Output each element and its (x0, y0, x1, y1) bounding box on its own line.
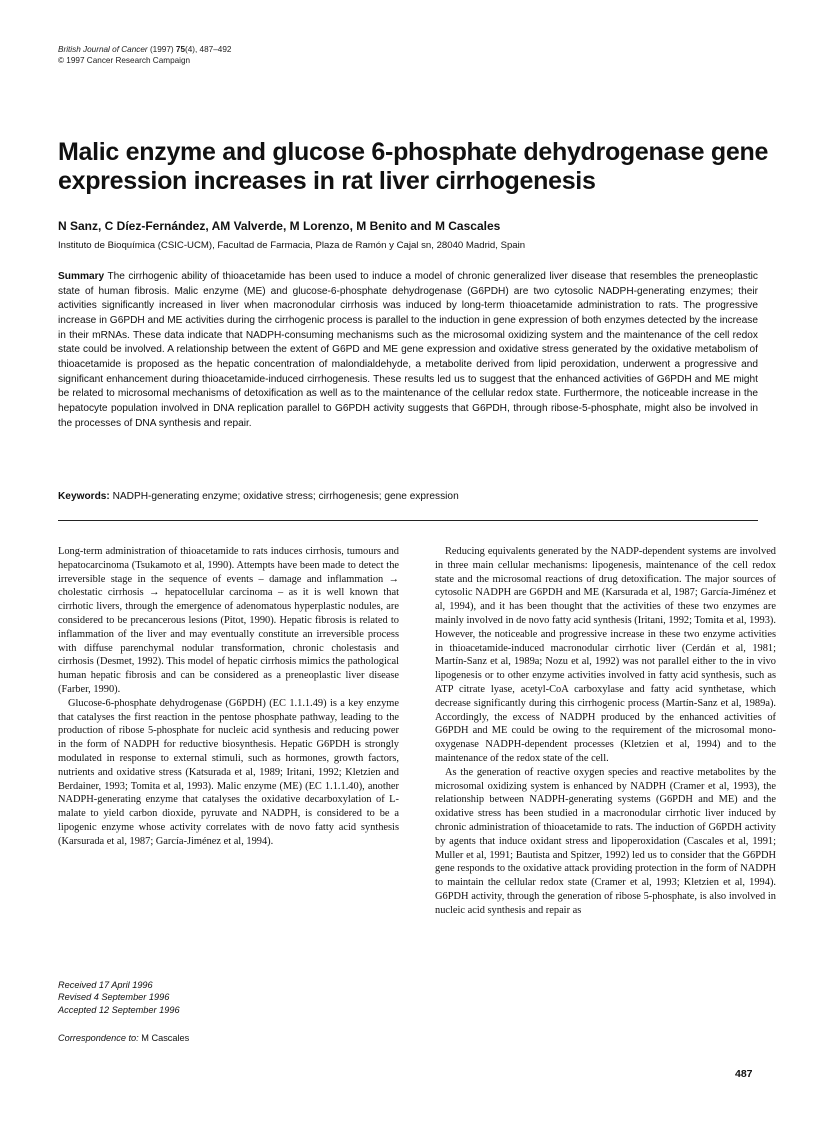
journal-name: British Journal of Cancer (58, 45, 148, 54)
affiliation: Instituto de Bioquímica (CSIC-UCM), Facultad de Farmacia, Plaza de Ramón y Cajal sn, 28040 Madrid, Spain (58, 240, 526, 251)
copyright-line: © 1997 Cancer Research Campaign (58, 56, 191, 65)
keywords-label: Keywords: (58, 491, 110, 502)
body-paragraph: Reducing equivalents generated by the NADP-dependent systems are involved in three main cellular mechanisms: lipogenesis, maintenance of the cell redox state and the microsomal reactions of drug detoxification. The major sources of cytosolic NADPH are G6PDH and ME (Karsurada et al, 1987; García-Jiménez et al, 1994), and it has been thought that the activities of these two enzymes are mainly involved in de novo fatty acid synthesis (Iritani, 1992; Tomita et al, 1993). However, the noticeable and progressive increase in these two enzyme activities in thioacetamide-induced macronodular cirrhotic liver (Cerdán et al, 1981; Martín-Sanz et al, 1989a; Nozu et al, 1992) was not parallel either to the in vivo lipogenesis or to other enzyme activities involved in fatty acid synthesis, such as ATP citrate lyase, acetyl-CoA carboxylase and fatty acid synthetase, which decrease significantly during this cirrhogenic process (Martín-Sanz et al, 1989a). Accordingly, the excess of NADPH produced by the enhanced activities of G6PDH and ME could be owing to the requirement of the microsomal mono-oxygenase NADPH-dependent processes (Kletzien et al, 1994) and to the maintenance of the redox state of the cell. (435, 546, 776, 764)
summary-paragraph (58, 270, 758, 431)
body-column-right (435, 545, 776, 918)
correspondence-name: M Cascales (141, 1033, 190, 1043)
article-dates (58, 979, 180, 1016)
author-list: N Sanz, C Díez-Fernández, AM Valverde, M Lorenzo, M Benito and M Cascales (58, 219, 501, 233)
journal-year: (1997) (149, 45, 174, 54)
summary-label: Summary (58, 271, 105, 282)
journal-header (58, 44, 231, 66)
summary-text: The cirrhogenic ability of thioacetamide has been used to induce a model of chronic generalized liver disease that resembles the preneoplastic state of human fibrosis. Malic enzyme (ME) and glucose-6-phosphate dehydrogenase (G6PDH) are two cytosolic NADPH-generating enzymes; their activities significantly increased in liver when macronodular cirrhosis was induced by long-term thioacetamide administration to rats. The progressive increase in G6PDH and ME activities during the cirrhogenic process is parallel to the induction in gene expression of both enzymes detected by the increase in their mRNAs. These data indicate that NADPH-consuming mechanisms such as the microsomal oxidizing system and the maintenance of the cell redox state could be involved. A relationship between the extent of G6PD and ME gene expression and oxidative stress generated by the oxidative metabolism of thioacetamide is proposed as the hepatic concentration of malondialdehyde, a metabolite derived from lipid peroxidation, underwent a progressive and significant enhancement during thioacetamide-induced cirrhogenesis. These results led us to suggest that the enhanced activities of G6PDH and ME might be related to microsomal mechanisms of detoxification as well as to the maintenance of the cellular redox state. Furthermore, the noticeable increase in the hepatocyte population involved in DNA replication parallel to G6PDH activity suggests that G6PDH, through ribose-5-phosphate, might also be involved in the processes of DNA synthesis and repair. (58, 271, 758, 429)
received-date: Received 17 April 1996 (58, 980, 153, 990)
accepted-date: Accepted 12 September 1996 (58, 1004, 180, 1015)
keywords-line (58, 490, 758, 504)
citation-line (58, 44, 231, 55)
correspondence (58, 1032, 189, 1044)
article-title: Malic enzyme and glucose 6-phosphate dehydrogenase gene expression increases in rat liver cirrhogenesis (58, 138, 769, 195)
correspondence-label: Correspondence to: (58, 1033, 139, 1043)
page-number: 487 (735, 1068, 753, 1080)
journal-issue-pages: (4), 487–492 (185, 45, 232, 54)
revised-date: Revised 4 September 1996 (58, 992, 170, 1003)
body-paragraph: As the generation of reactive oxygen species and reactive metabolites by the microsomal oxidizing system is enhanced by NADPH (Cramer et al, 1993), the relationship between NADPH-generating systems (G6PDH and ME) and the oxidative stress has been studied in a macronodular cirrhotic liver induced by chronic administration of thioacetamide to rats. The induction of G6PDH activity by agents that induce oxidant stress and lipoperoxidation (Cascales et al, 1991; Muller et al, 1991; Bautista and Spitzer, 1992) led us to consider that the G6PDH gene responds to the oxidative attack providing protection in the form of NADPH to maintain the cellular redox state (Cramer et al, 1993; Kletzien et al, 1994). G6PDH activity, through the generation of ribose 5-phosphate, is also involved in nucleic acid synthesis and repair as (435, 766, 776, 916)
keywords-text: NADPH-generating enzyme; oxidative stress; cirrhogenesis; gene expression (112, 491, 459, 502)
body-paragraph: Long-term administration of thioacetamide to rats induces cirrhosis, tumours and hepatocarcinoma (Tsukamoto et al, 1990). Attempts have been made to detect the irreversible stage in the sequence of events – damage and inflammation → cholestatic cirrhosis → hepatocellular carcinoma – as it is well known that cirrhotic livers, through the emergence of adenomatous hyperplastic nodules, are considered to be precancerous lesions (Pitot, 1990). Hepatic fibrosis is related to inflammation of the liver and may eventually constitute an irreversible process with diffuse parenchymal nodular transformation, chronic cholestasis and cirrhosis (Desmet, 1992). This model of hepatic cirrhosis mimics the pathological human hepatic fibrosis and can be considered as a preneoplastic liver disease (Farber, 1990). (58, 546, 399, 695)
section-divider (58, 520, 758, 521)
body-paragraph: Glucose-6-phosphate dehydrogenase (G6PDH) (EC 1.1.1.49) is a key enzyme that catalyses the first reaction in the pentose phosphate pathway, leading to the production of ribose 5-phosphate for nucleic acid synthesis and reducing power in the form of NADPH for reductive biosynthesis. Hepatic G6PDH is strongly modulated in response to external stimuli, such as hormones, growth factors, nutrients and oxidative stress (Katsurada et al, 1989; Iritani, 1992; Kletzien and Berdainer, 1993; Tomita et al, 1993). Malic enzyme (ME) (EC 1.1.1.40), another NADPH-generating enzyme that catalyses the oxidative decarboxylation of L-malate to yield carbon dioxide, pyruvate and NADPH, is considered to be a lipogenic enzyme whose activity correlates with de novo fatty acid synthesis (Karsurada et al, 1987; García-Jiménez et al, 1994). (58, 697, 399, 847)
body-column-left (58, 545, 399, 849)
journal-volume: 75 (175, 45, 185, 54)
